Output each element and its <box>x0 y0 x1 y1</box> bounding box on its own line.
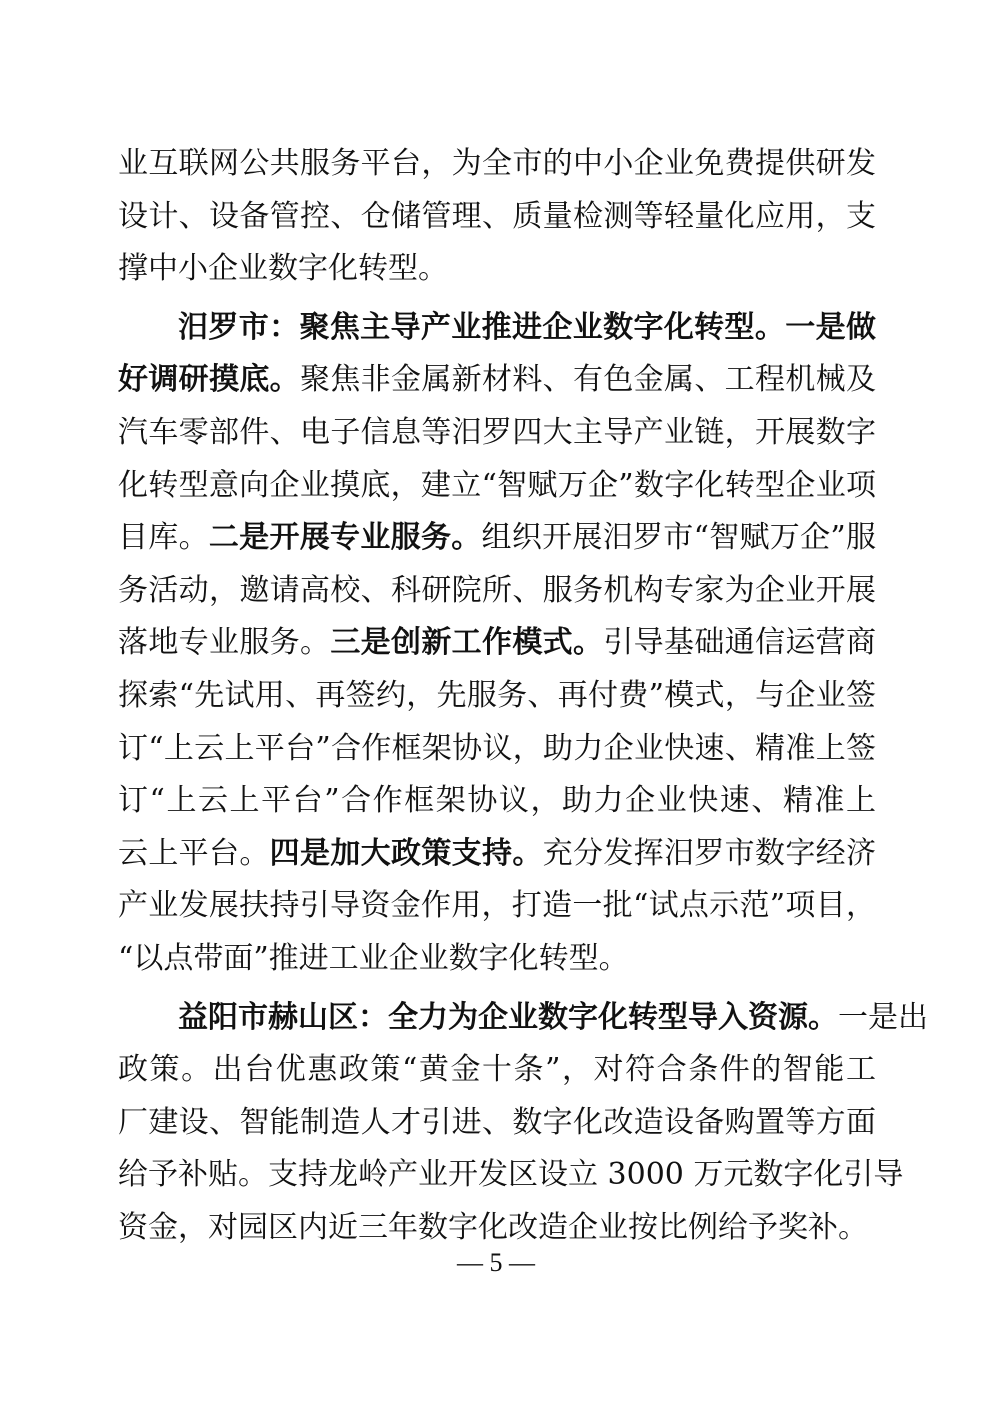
text-line: 业互联网公共服务平台，为全市的中小企业免费提供研发 <box>118 146 876 181</box>
text-line: 撑中小企业数字化转型。 <box>118 251 448 287</box>
text-line: 政策。出台优惠政策“黄金十条”，对符合条件的智能工 <box>118 1052 876 1088</box>
text-line: “以点带面”推进工业企业数字化转型。 <box>118 940 629 976</box>
point-label: 一是做 <box>785 309 877 345</box>
point-label: 好调研摸底。 <box>118 362 300 398</box>
text-line <box>118 302 876 355</box>
paragraph-2 <box>118 302 876 986</box>
point-label: 二是开展专业服务。 <box>208 520 482 556</box>
text-line: 务活动，邀请高校、科研院所、服务机构专家为企业开展 <box>118 572 876 608</box>
text-line: 云上平台。四是加大政策支持。充分发挥汨罗市数字经济 <box>118 835 877 871</box>
point-label: 三是创新工作模式。 <box>330 625 604 661</box>
page-number: — 5 — <box>457 1248 535 1277</box>
text-line: 给予补贴。支持龙岭产业开发区设立 3000 万元数字化引导 <box>118 1157 904 1193</box>
text-line: 订“上云上平台”合作框架协议，助力企业快速、精准上 <box>118 783 876 819</box>
text-line: 设计、设备管控、仓储管理、质量检测等轻量化应用，支 <box>118 198 876 234</box>
paragraph-3 <box>118 992 928 1255</box>
text-line: 落地专业服务。三是创新工作模式。引导基础通信运营商 <box>118 625 877 661</box>
text-line: 探索“先试用、再签约，先服务、再付费”模式，与企业签 <box>118 677 876 713</box>
text-line: 好调研摸底。聚焦非金属新材料、有色金属、工程机械及 <box>118 362 876 398</box>
text-line: 益阳市赫山区：全力为企业数字化转型导入资源。一是出 <box>178 999 928 1035</box>
text-line: 厂建设、智能制造人才引进、数字化改造设备购置等方面 <box>118 1104 876 1140</box>
point-label: 四是加大政策支持。 <box>269 835 543 871</box>
text-line: 化转型意向企业摸底，建立“智赋万企”数字化转型企业项 <box>118 467 876 503</box>
text-line: 产业发展扶持引导资金作用，打造一批“试点示范”项目， <box>118 888 876 924</box>
document-body <box>118 138 928 1254</box>
paragraph-1 <box>118 138 876 296</box>
section-heading: 益阳市赫山区：全力为企业数字化转型导入资源。 <box>178 999 838 1035</box>
text-line: 目库。二是开展专业服务。组织开展汨罗市“智赋万企”服 <box>118 520 877 556</box>
section-heading: 汨罗市：聚焦主导产业推进企业数字化转型。 <box>178 309 786 345</box>
text-line: 资金，对园区内近三年数字化改造企业按比例给予奖补。 <box>118 1209 868 1245</box>
text-line: 汽车零部件、电子信息等汨罗四大主导产业链，开展数字 <box>118 414 876 450</box>
text-line: 订“上云上平台”合作框架协议，助力企业快速、精准上签 <box>118 730 876 766</box>
